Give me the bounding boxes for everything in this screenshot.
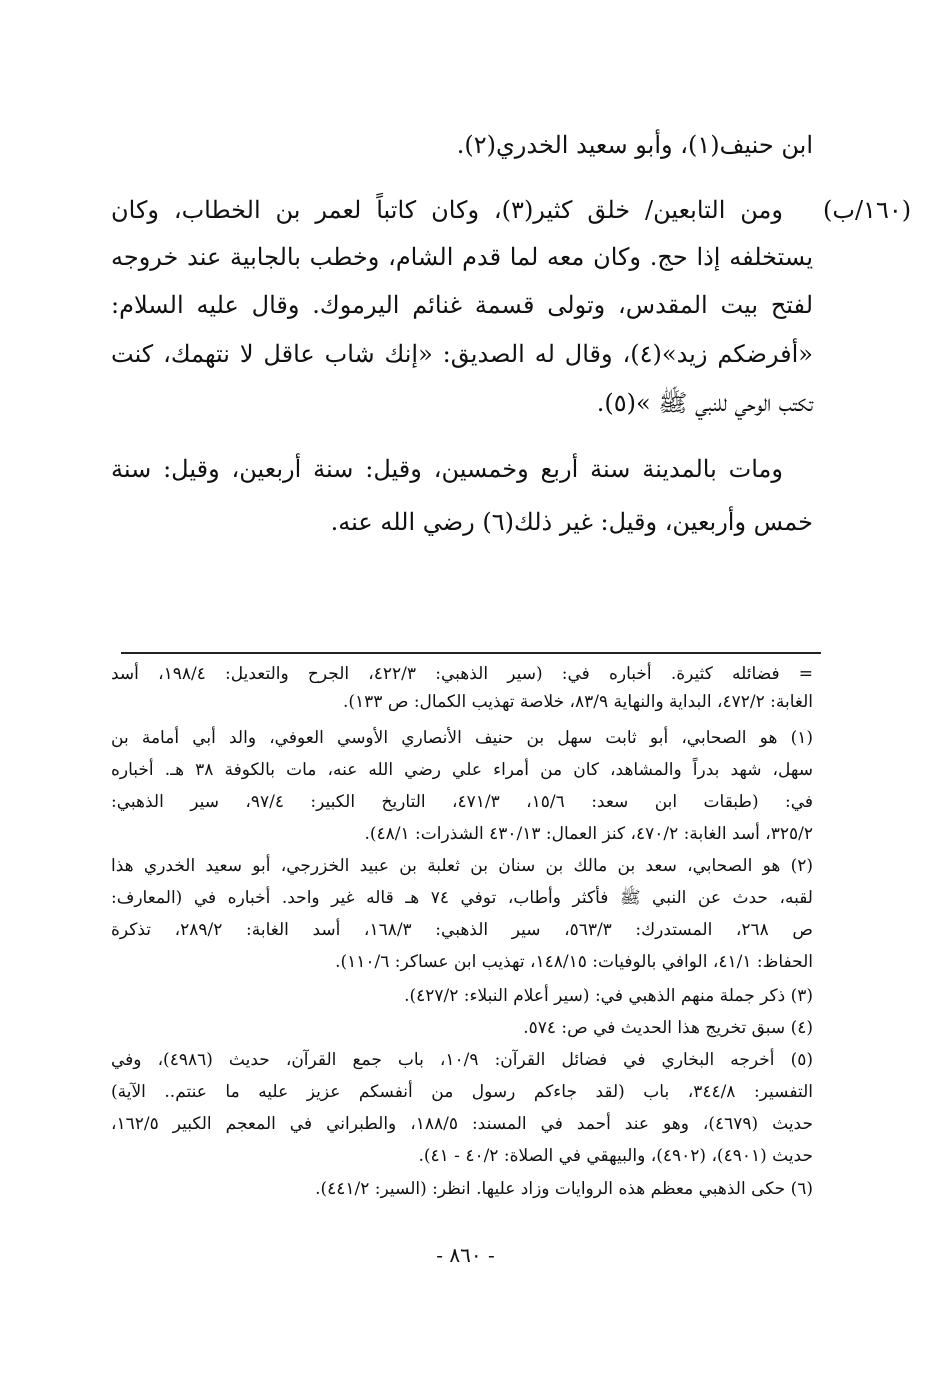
footnote-separator <box>121 652 821 654</box>
footnote-line: الحفاظ: ٤١/١، الوافي بالوفيات: ١٤٨/١٥، تهذيب ابن عساكر: ١١٠/٦). <box>335 952 813 972</box>
main-text-line: ومن التابعين/ خلق كثير(٣)، وكان كاتباً لعمر بن الخطاب، وكان <box>111 196 783 224</box>
margin-folio-note: (١٦٠/ب) <box>823 196 912 224</box>
footnote-line: لقبه، حدث عن النبي ﷺ فأكثر وأطاب، توفي ٧٤ هـ قاله غير واحد. أخباره في (المعارف: <box>111 888 813 908</box>
footnote-line: ٣٢٥/٢، أسد الغابة: ٤٧٠/٢، كنز العمال: ٤٣٠/١٣ الشذرات: ٤٨/١). <box>364 824 813 844</box>
footnote-line: الغابة: ٤٧٢/٢، البداية والنهاية ٨٣/٩، خلاصة تهذيب الكمال: ص ١٣٣). <box>343 692 813 712</box>
footnote-line: (٥) أخرجه البخاري في فضائل القرآن: ١٠/٩، باب جمع القرآن، حديث (٤٩٨٦)، وفي <box>111 1050 814 1070</box>
footnote-line: (٤) سبق تخريج هذا الحديث في ص: ٥٧٤. <box>523 1018 813 1038</box>
footnote-line: حديث (٤٦٧٩)، وهو عند أحمد في المسند: ١٨٨/٥، والطبراني في المعجم الكبير ١٦٢/٥، <box>111 1114 813 1134</box>
main-text-line: يستخلفه إذا حج. وكان معه لما قدم الشام، وخطب بالجابية عند خروجه <box>111 243 813 271</box>
main-text-line: تكتب الوحي للنبي ﷺ »(٥). <box>596 389 813 417</box>
footnote-line: (٣) ذكر جملة منهم الذهبي في: (سير أعلام النبلاء: ٤٢٧/٢). <box>404 986 813 1006</box>
footnote-line: التفسير: ٣٤٤/٨، باب (لقد جاءكم رسول من أنفسكم عزيز عليه ما عنتم.. الآية) <box>111 1082 813 1102</box>
main-text-line: ابن حنيف(١)، وأبو سعيد الخدري(٢). <box>456 131 813 159</box>
main-text-line: «أفرضكم زيد»(٤)، وقال له الصديق: «إنك شاب عاقل لا نتهمك، كنت <box>111 340 813 368</box>
footnote-line: حديث (٤٩٠١)، (٤٩٠٢)، والبيهقي في الصلاة: ٤٠/٢ - ٤١). <box>418 1146 813 1166</box>
main-text-line: ومات بالمدينة سنة أربع وخمسين، وقيل: سنة أربعين، وقيل: سنة <box>111 455 783 483</box>
footnote-line: = فضائله كثيرة. أخباره في: (سير الذهبي: ٤٢٢/٣، الجرح والتعديل: ١٩٨/٤، أسد <box>111 664 813 684</box>
page-number: - ٨٦٠ - <box>436 1243 495 1267</box>
main-text-line: خمس وأربعين، وقيل: غير ذلك(٦) رضي الله عنه. <box>330 508 813 536</box>
footnote-line: سهل، شهد بدراً والمشاهد، كان من أمراء علي رضي الله عنه، مات بالكوفة ٣٨ هـ. أخباره <box>111 760 813 780</box>
footnote-line: (١) هو الصحابي، أبو ثابت سهل بن حنيف الأنصاري الأوسي العوفي، والد أبي أمامة بن <box>111 728 813 748</box>
footnote-line: في: (طبقات ابن سعد: ١٥/٦، ٤٧١/٣، التاريخ الكبير: ٩٧/٤، سير الذهبي: <box>111 792 814 812</box>
footnote-line: (٦) حكى الذهبي معظم هذه الروايات وزاد عليها. انظر: (السير: ٤٤١/٢). <box>315 1179 813 1199</box>
footnote-line: (٢) هو الصحابي، سعد بن مالك بن سنان بن ثعلبة بن عبيد الخزرجي، أبو سعيد الخدري هذا <box>111 856 813 876</box>
main-text-line: لفتح بيت المقدس، وتولى قسمة غنائم اليرموك. وقال عليه السلام: <box>111 291 813 319</box>
footnote-line: ص ٢٦٨، المستدرك: ٥٦٣/٣، سير الذهبي: ١٦٨/٣، أسد الغابة: ٢٨٩/٢، تذكرة <box>111 920 813 940</box>
